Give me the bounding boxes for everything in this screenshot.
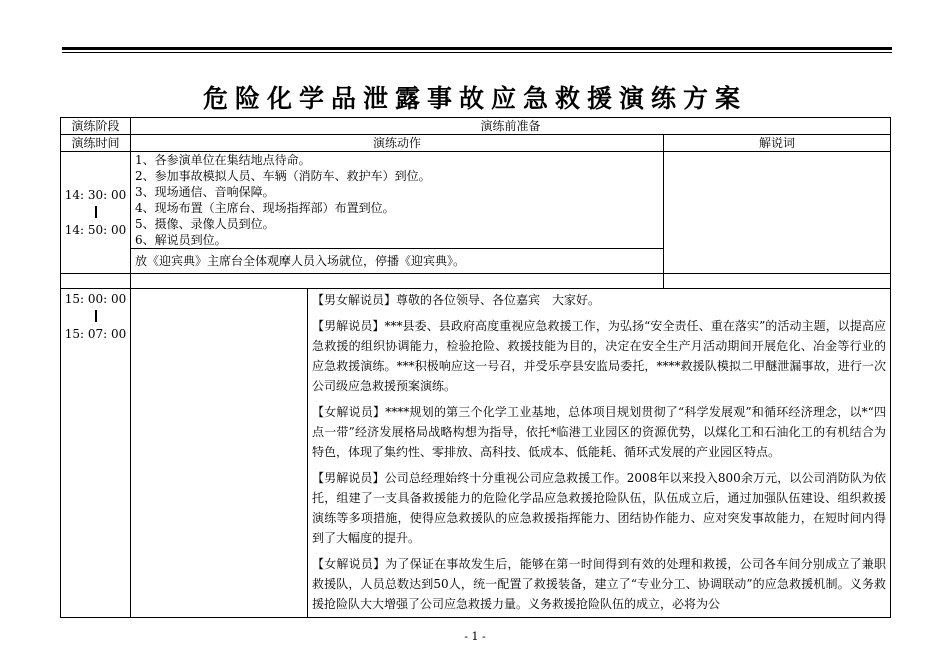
action-list <box>131 152 663 248</box>
time-end: 15: 07: 00 <box>64 327 127 341</box>
narration-paragraph: 【女解说员】为了保证在事故发生后，能够在第一时间得到有效的处理和救援，公司各车间分别成立了兼职救援队，人员总数达到50人，统一配置了救援装备，建立了“专业分工、协调联动”的应急救援机制。义务救援抢险队大大增强了公司应急救援力量。义务救援抢险队伍的成立，必将为公 <box>312 557 887 611</box>
header-rule-thick <box>62 47 892 50</box>
list-item: 6、解说员到位。 <box>135 233 227 247</box>
page-number: - 1 - <box>464 630 486 643</box>
empty-cell <box>131 289 308 618</box>
time-start: 15: 00: 00 <box>64 292 127 306</box>
header-rule-thin <box>62 52 892 53</box>
stage-row <box>61 118 891 135</box>
narration-paragraph: 【男解说员】公司总经理始终十分重视公司应急救援工作。2008年以来投入800余万元，以公司消防队为依托，组建了一支具备救援能力的危险化学品应急救援抢险队伍，队伍成立后，通过加强队伍建设、组织救援演练等多项措施，使得应急救援队的应急救援指挥能力、团结协作能力、应对突发事故能力，在短时间内得到了大幅度的提升。 <box>312 471 887 545</box>
narration-paragraph: 【男解说员】***县委、县政府高度重视应急救援工作，为弘扬“安全责任、重在落实”的活动主题，以提高应急救援的组织协调能力，检验抢险、救援技能为目的，决定在安全生产月活动期间开展危化、冶金等行业的应急救援演练。***积极响应这一号召，并受乐亭县安监局委托，****救援队模拟二甲醚泄漏事故，进行一次公司级应急救援预案演练。 <box>312 319 887 393</box>
time-header: 演练时间 <box>61 135 131 152</box>
spacer-cell <box>61 274 131 289</box>
time-cell <box>61 289 131 618</box>
stage-label: 演练阶段 <box>61 118 131 135</box>
column-header-row <box>61 135 891 152</box>
list-item: 4、现场布置（主席台、现场指挥部）布置到位。 <box>135 201 395 215</box>
time-start: 14: 30: 00 <box>64 188 127 202</box>
action-header: 演练动作 <box>131 135 664 152</box>
time-range-bar <box>95 310 97 322</box>
document-title: 危险化学品泄露事故应急救援演练方案 <box>202 84 747 113</box>
list-item: 3、现场通信、音响保障。 <box>135 185 275 199</box>
list-item: 2、参加事故模拟人员、车辆（消防车、救护车）到位。 <box>135 169 431 183</box>
list-item: 5、摄像、录像人员到位。 <box>135 217 275 231</box>
sub-action: 放《迎宾典》主席台全体观摩人员入场就位，停播《迎宾典》。 <box>131 248 663 273</box>
narration-paragraph: 【男女解说员】尊敬的各位领导、各位嘉宾 大家好。 <box>312 293 601 307</box>
drill-plan-table <box>60 117 891 618</box>
spacer-row <box>61 274 891 289</box>
narration-cell <box>308 289 891 618</box>
time-end: 14: 50: 00 <box>64 223 127 237</box>
table-row <box>61 152 891 274</box>
stage-value: 演练前准备 <box>131 118 891 135</box>
spacer-cell <box>131 274 664 289</box>
action-cell <box>131 152 664 274</box>
commentary-header: 解说词 <box>664 135 891 152</box>
commentary-cell <box>664 152 891 274</box>
time-range-bar <box>95 206 97 218</box>
narration-paragraph: 【女解说员】****规划的第三个化学工业基地，总体项目规划贯彻了“科学发展观”和循环经济理念，以*“四点一带”经济发展格局战略构想为指导，依托*临港工业园区的资源优势，以煤化工和石油化工的有机结合为特色，体现了集约性、零排放、高科技、低成本、低能耗、循环式发展的产业园区特点。 <box>312 405 887 459</box>
time-cell <box>61 152 131 274</box>
table-row <box>61 289 891 618</box>
spacer-cell <box>664 274 891 289</box>
list-item: 1、各参演单位在集结地点待命。 <box>135 153 311 167</box>
